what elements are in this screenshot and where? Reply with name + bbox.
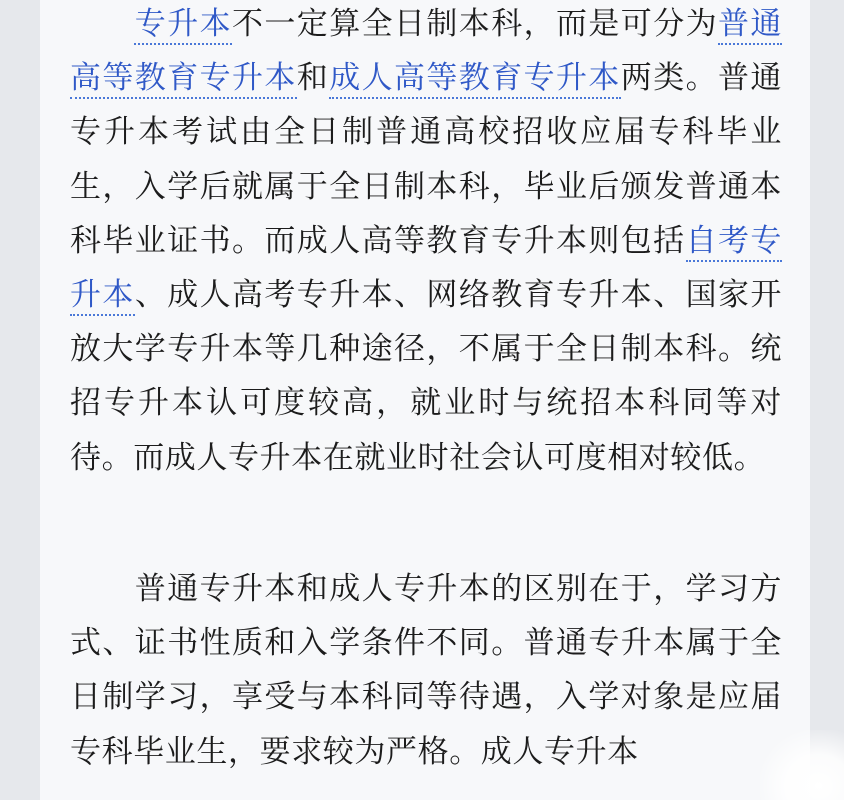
text-segment: 、成人高考专升本、网络教育专升本、国家开放大学专升本等几种途径，不属于全日制本科。统招专升本认可度较高，就业时与统招本科同等对待。而成人专升本在就业时社会认可度相对较低。 [70,277,783,476]
link-general-higher-education[interactable]: 普通高等教育专升本 [70,6,782,99]
paragraph-2 [70,562,782,779]
text-segment: 两类。普通专升本考试由全日制普通高校招收应届专科毕业生，入学后就属于全日制本科，毕业后颁发普通本科毕业证书。而成人高等教育专升本则包括 [70,60,782,259]
paragraph-1 [70,0,782,485]
corner-glare [760,730,844,800]
article-page [40,0,810,800]
link-zhuanshengben[interactable]: 专升本 [134,6,232,45]
link-adult-higher-education[interactable]: 成人高等教育专升本 [329,60,621,99]
text-segment: 不一定算全日制本科，而是可分为 [232,6,718,42]
text-segment: 和 [296,60,330,97]
link-self-study-exam[interactable]: 自考专升本 [70,223,782,316]
text-segment: 普通专升本和成人专升本的区别在于，学习方式、证书性质和入学条件不同。普通专升本属于全日制学习，享受与本科同等待遇，入学对象是应届专科毕业生，要求较为严格。成人专升本 [70,571,782,770]
